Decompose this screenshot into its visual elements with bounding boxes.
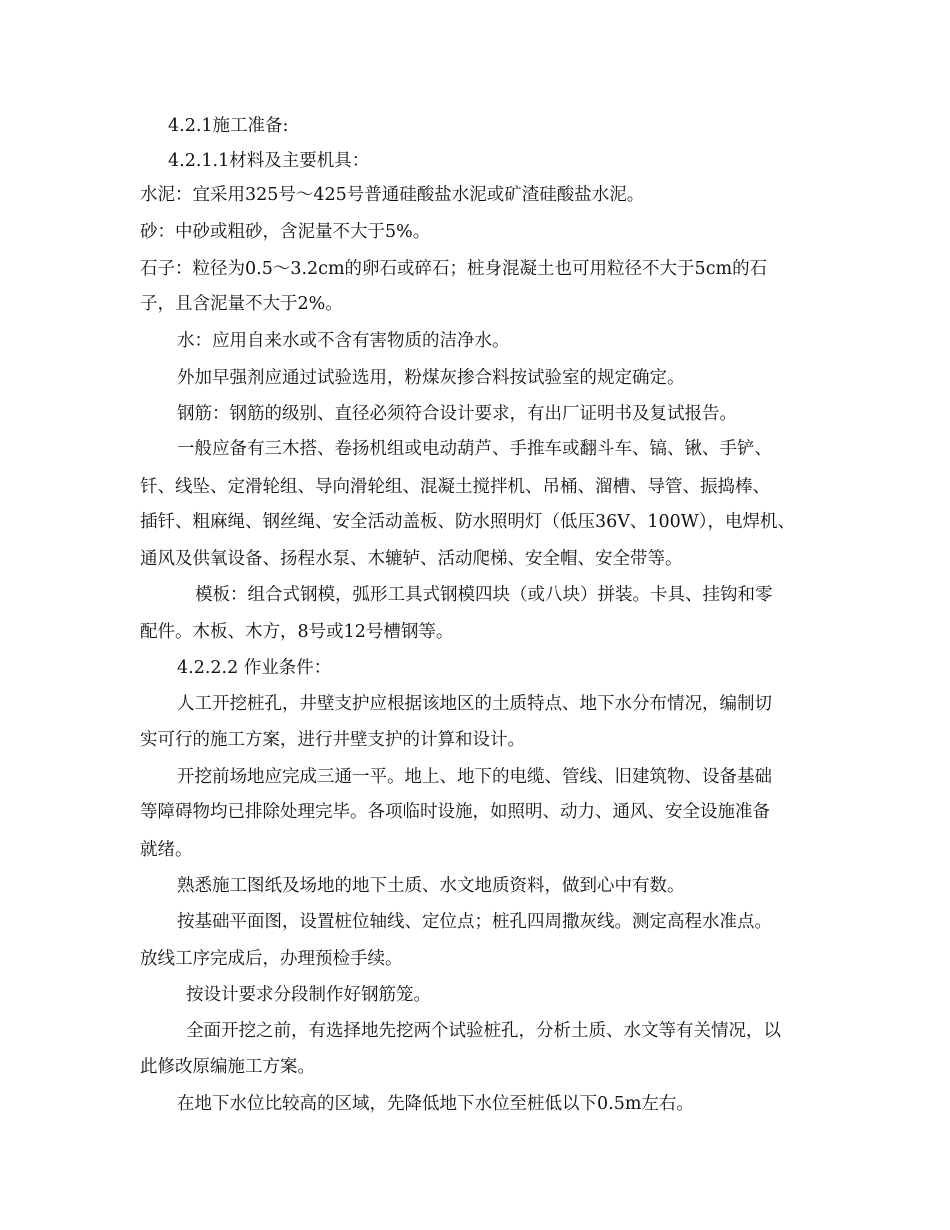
paragraph-trial-line2: 此修改原编施工方案。 xyxy=(140,1057,315,1077)
heading-4-2-1: 4.2.1施工准备: xyxy=(168,116,289,136)
paragraph-cement: 水泥：宜采用325号～425号普通硅酸盐水泥或矿渣硅酸盐水泥。 xyxy=(140,185,645,205)
paragraph-admixture: 外加早强剂应通过试验选用，粉煤灰掺合料按试验室的规定确定。 xyxy=(177,368,685,388)
paragraph-formwork-line1: 模板：组合式钢模，弧形工具式钢模四块（或八块）拼装。卡具、挂钩和零 xyxy=(195,585,773,605)
paragraph-excavation-line2: 实可行的施工方案，进行井壁支护的计算和设计。 xyxy=(140,730,525,750)
paragraph-groundwater: 在地下水位比较高的区域，先降低地下水位至桩低以下0.5m左右。 xyxy=(177,1094,694,1114)
paragraph-trial-line1: 全面开挖之前，有选择地先挖两个试验桩孔，分析土质、水文等有关情况，以 xyxy=(186,1021,781,1041)
paragraph-water: 水：应用自来水或不含有害物质的洁净水。 xyxy=(177,331,510,351)
paragraph-site-line1: 开挖前场地应完成三通一平。地上、地下的电缆、管线、旧建筑物、设备基础 xyxy=(177,767,772,787)
paragraph-rebar: 钢筋：钢筋的级别、直径必须符合设计要求，有出厂证明书及复试报告。 xyxy=(177,404,737,424)
paragraph-equipment-line4: 通风及供氧设备、扬程水泵、木辘轳、活动爬梯、安全帽、安全带等。 xyxy=(140,549,683,569)
paragraph-layout-line1: 按基础平面图，设置桩位轴线、定位点；桩孔四周撒灰线。测定高程水准点。 xyxy=(177,912,772,932)
paragraph-excavation-line1: 人工开挖桩孔，井壁支护应根据该地区的土质特点、地下水分布情况，编制切 xyxy=(177,694,772,714)
paragraph-equipment-line3: 插钎、粗麻绳、钢丝绳、安全活动盖板、防水照明灯（低压36V、100W），电焊机、 xyxy=(140,512,796,532)
paragraph-site-line2: 等障碍物均已排除处理完毕。各项临时设施，如照明、动力、通风、安全设施准备 xyxy=(140,802,770,822)
paragraph-cage: 按设计要求分段制作好钢筋笼。 xyxy=(186,985,431,1005)
paragraph-drawings: 熟悉施工图纸及场地的地下土质、水文地质资料，做到心中有数。 xyxy=(177,876,685,896)
paragraph-equipment-line1: 一般应备有三木搭、卷扬机组或电动葫芦、手推车或翻斗车、镐、锹、手铲、 xyxy=(177,439,772,459)
heading-4-2-2-2: 4.2.2.2 作业条件： xyxy=(177,658,332,678)
paragraph-formwork-line2: 配件。木板、木方，8号或12号槽钢等。 xyxy=(140,622,454,642)
paragraph-stone-line1: 石子：粒径为0.5～3.2cm的卵石或碎石；桩身混凝土也可用粒径不大于5cm的石 xyxy=(140,259,768,279)
heading-4-2-1-1: 4.2.1.1材料及主要机具： xyxy=(168,151,370,171)
paragraph-stone-line2: 子，且含泥量不大于2%。 xyxy=(140,294,343,314)
paragraph-layout-line2: 放线工序完成后，办理预检手续。 xyxy=(140,949,403,969)
paragraph-sand: 砂：中砂或粗砂，含泥量不大于5%。 xyxy=(140,222,431,242)
paragraph-equipment-line2: 钎、线坠、定滑轮组、导向滑轮组、混凝土搅拌机、吊桶、溜槽、导管、振捣棒、 xyxy=(140,477,770,497)
paragraph-site-line3: 就绪。 xyxy=(140,840,193,860)
